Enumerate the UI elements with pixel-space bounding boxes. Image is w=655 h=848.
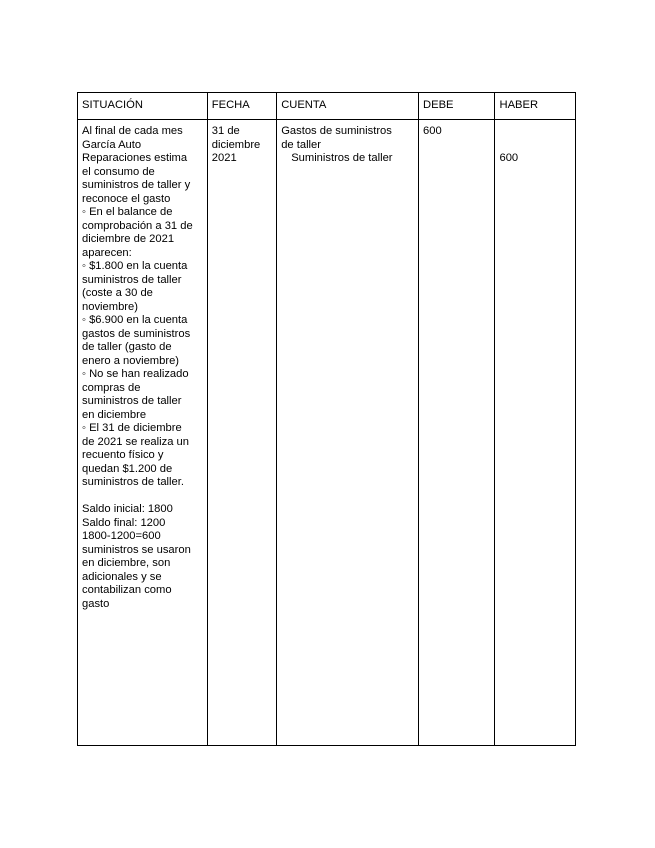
- situacion-intro: Al final de cada mes García Auto Reparaciones estima el consumo de suministros de taller y reconoce el gasto: [82, 125, 191, 205]
- journal-table: [77, 92, 576, 746]
- calculo-operacion: 1800-1200=600: [82, 530, 161, 542]
- cell-fecha: [207, 120, 276, 746]
- saldo-inicial: Saldo inicial: 1800: [82, 503, 173, 515]
- fecha-value: 31 de diciembre 2021: [211, 125, 261, 164]
- header-situacion: SITUACIÓN: [78, 93, 208, 120]
- haber-spacer-2: [499, 139, 571, 153]
- cell-situacion: [78, 120, 208, 746]
- header-row: [78, 93, 576, 120]
- situacion-bullet-compras: ◦ No se han realizado compras de suministros de taller en diciembre: [82, 368, 189, 421]
- header-cuenta: CUENTA: [277, 93, 419, 120]
- situacion-bullet-recuento: ◦ El 31 de diciembre de 2021 se realiza un recuento físico y quedan $1.200 de suministros de taller.: [82, 422, 189, 488]
- entry-row: [78, 120, 576, 746]
- header-haber: HABER: [495, 93, 576, 120]
- saldo-final: Saldo final: 1200: [82, 516, 166, 529]
- importe-haber: 600: [499, 152, 519, 164]
- cuenta-haber: Suministros de taller: [291, 152, 393, 164]
- cell-cuenta: [277, 120, 419, 746]
- cell-haber: [495, 120, 576, 746]
- header-debe: DEBE: [419, 93, 495, 120]
- header-fecha: FECHA: [207, 93, 276, 120]
- situacion-bullet-balance: ◦ En el balance de comprobación a 31 de diciembre de 2021 aparecen:: [82, 206, 193, 259]
- situacion-bullet-suministros: ◦ $1.800 en la cuenta suministros de taller (coste a 30 de noviembre): [82, 260, 188, 313]
- situacion-bullet-gastos: ◦ $6.900 en la cuenta gastos de suministros de taller (gasto de enero a noviembre): [82, 314, 191, 367]
- cell-debe: [419, 120, 495, 746]
- importe-debe: 600: [423, 125, 442, 137]
- haber-spacer-1: [499, 125, 571, 139]
- cuenta-debe: Gastos de suministros de taller: [281, 125, 392, 151]
- calculo-explicacion: suministros se usaron en diciembre, son adicionales y se contabilizan como gasto: [82, 543, 191, 610]
- journal-sheet: [77, 92, 576, 746]
- situacion-spacer: [82, 490, 203, 504]
